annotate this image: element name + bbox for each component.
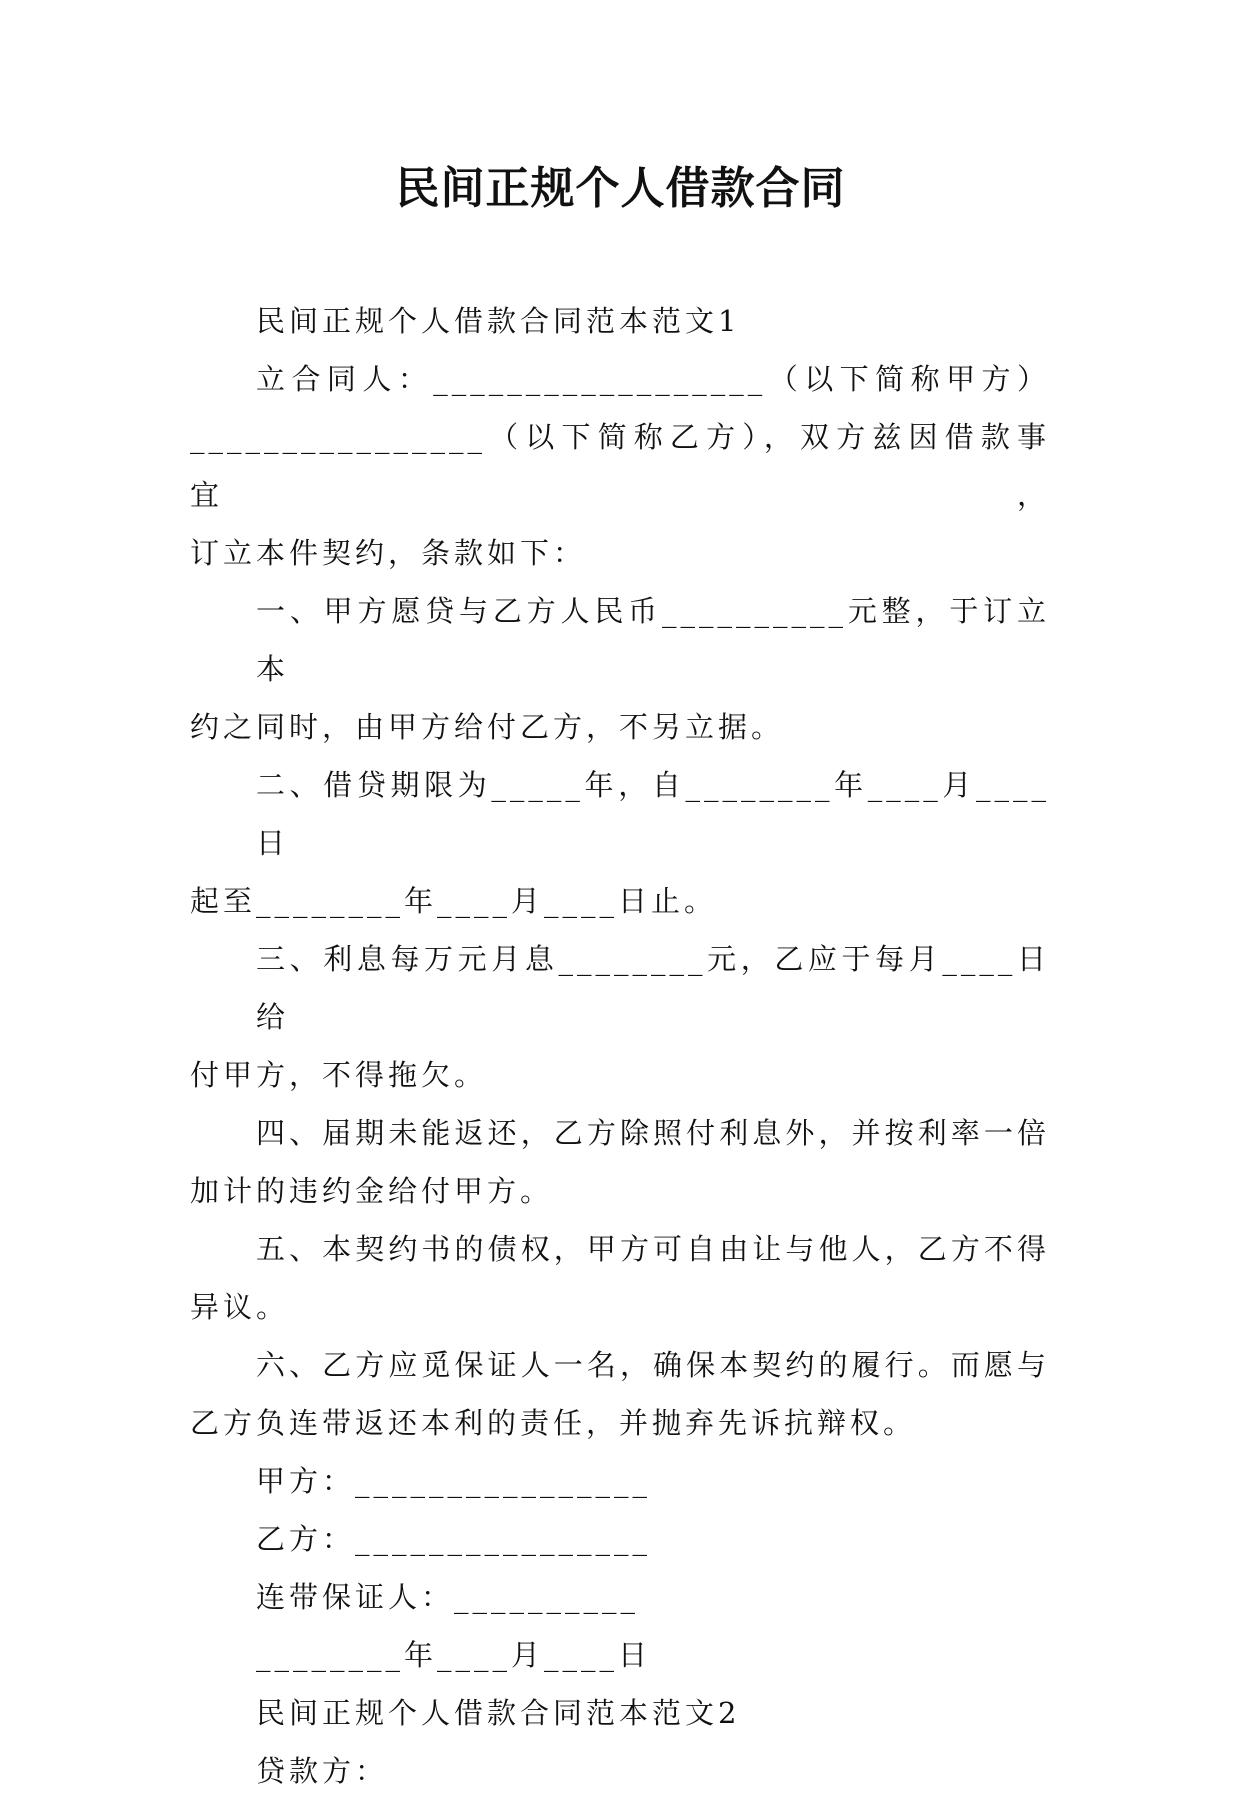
- clause-1: 一、甲方愿贷与乙方人民币__________元整，于订立本: [256, 594, 1050, 686]
- body-line: 订立本件契约，条款如下：: [190, 536, 587, 570]
- document-body: [190, 292, 1050, 1800]
- body-line: ________________（以下简称乙方），双方兹因借款事宜，: [190, 420, 1050, 512]
- signature-guarantor: 连带保证人：__________: [256, 1580, 640, 1614]
- body-line: 起至________年____月____日止。: [190, 884, 718, 918]
- clause-6: 六、乙方应觅保证人一名，确保本契约的履行。而愿与: [256, 1348, 1050, 1382]
- body-line: 约之同时，由甲方给付乙方，不另立据。: [190, 710, 785, 744]
- document-title: 民间正规个人借款合同: [395, 163, 846, 214]
- clause-4: 四、届期未能返还，乙方除照付利息外，并按利率一倍: [256, 1116, 1050, 1150]
- clause-2: 二、借贷期限为_____年，自________年____月____日: [256, 768, 1050, 860]
- signature-party-a: 甲方：________________: [256, 1464, 652, 1498]
- section-heading-2: 民间正规个人借款合同范本范文2: [256, 1696, 741, 1730]
- body-line: 付甲方，不得拖欠。: [190, 1058, 488, 1092]
- section-heading-1: 民间正规个人借款合同范本范文1: [256, 304, 741, 338]
- body-line: 加计的违约金给付甲方。: [190, 1174, 554, 1208]
- lender-line: 贷款方：: [256, 1754, 389, 1788]
- signature-party-b: 乙方：________________: [256, 1522, 652, 1556]
- clause-5: 五、本契约书的债权，甲方可自由让与他人，乙方不得: [256, 1232, 1050, 1266]
- body-line: 异议。: [190, 1290, 290, 1324]
- contract-party-line: 立合同人：__________________（以下简称甲方）: [256, 362, 1050, 396]
- clause-3: 三、利息每万元月息________元，乙应于每月____日给: [256, 942, 1050, 1034]
- signature-date: ________年____月____日: [256, 1638, 652, 1672]
- body-line: 乙方负连带返还本利的责任，并抛弃先诉抗辩权。: [190, 1406, 917, 1440]
